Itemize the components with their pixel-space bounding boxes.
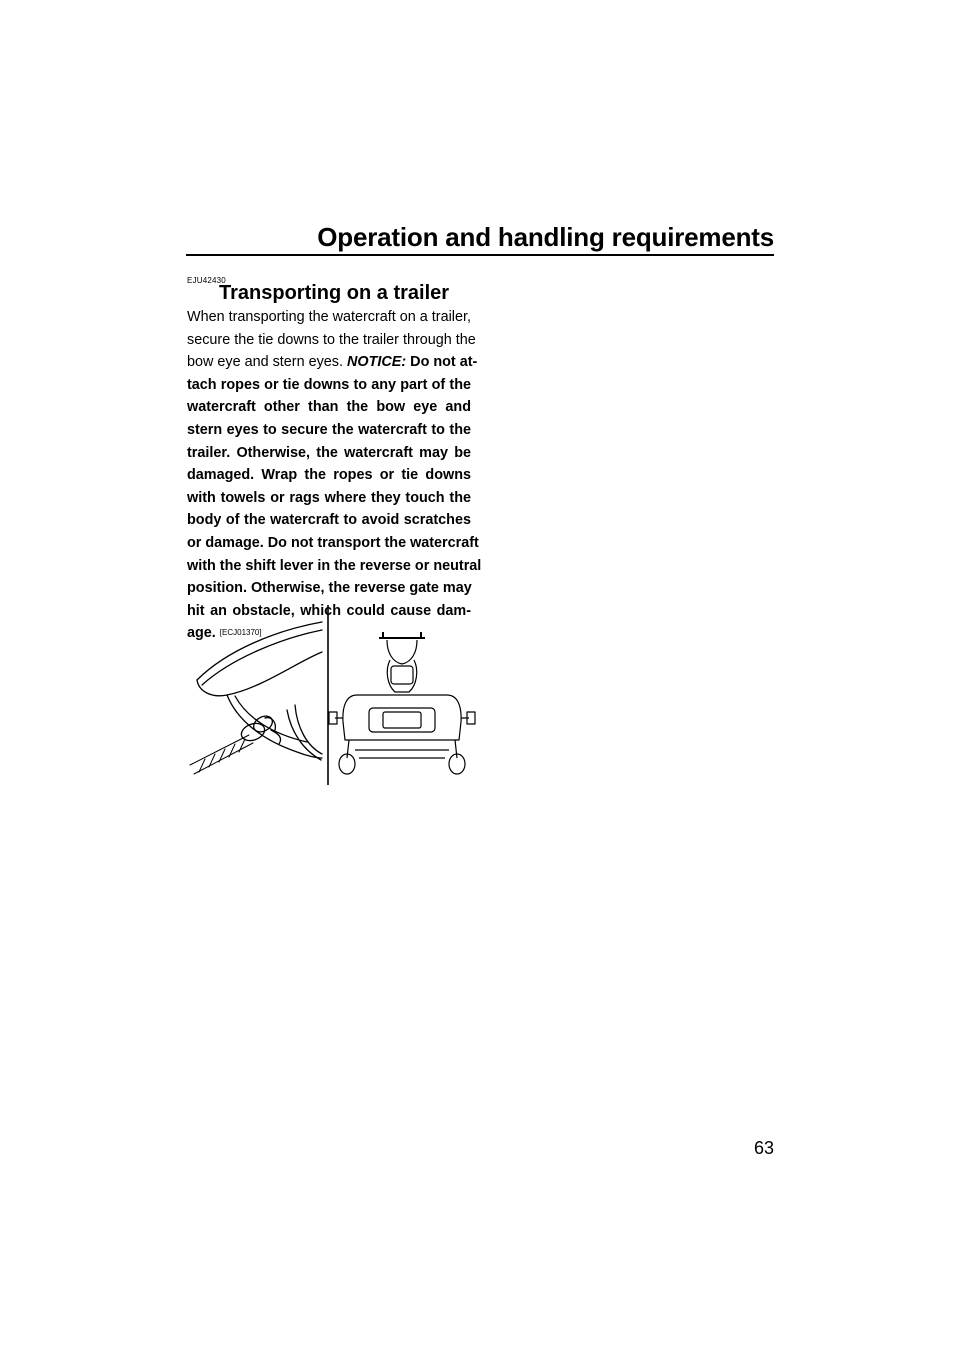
notice-label: NOTICE: (347, 354, 407, 371)
body-line-text: bow eye and stern eyes. (187, 354, 343, 371)
bow-eye-rope-drawing (190, 622, 322, 774)
notice-line: trailer. Otherwise, the watercraft may be (187, 444, 471, 461)
notice-ref-code: [ECJ01370] (219, 628, 262, 638)
notice-line: position. Otherwise, the reverse gate may (187, 580, 472, 597)
notice-line: with the shift lever in the reverse or neutral (187, 557, 482, 574)
chapter-title: Operation and handling requirements (317, 222, 774, 252)
notice-line: stern eyes to secure the watercraft to the (187, 421, 471, 438)
notice-line: with towels or rags where they touch the (187, 489, 471, 506)
section-heading: Transporting on a trailer (219, 282, 450, 304)
notice-line: tach ropes or tie downs to any part of the (187, 376, 471, 393)
notice-line: damaged. Wrap the ropes or tie downs (187, 467, 471, 484)
body-line: When transporting the watercraft on a trailer, (187, 309, 471, 325)
trailer-tie-down-illustration (187, 600, 477, 790)
notice-line: or damage. Do not transport the watercraft (187, 534, 479, 551)
body-line: secure the tie downs to the trailer through the (187, 331, 476, 348)
page-number: 63 (753, 1138, 774, 1158)
notice-line: body of the watercraft to avoid scratches (187, 512, 471, 529)
section-body (187, 306, 482, 645)
notice-text: Do not at- (410, 354, 478, 371)
section-ref-code: EJU42430 (187, 276, 226, 285)
notice-line: hit an obstacle, which could cause dam- (187, 602, 471, 619)
notice-text-end: age. (187, 625, 216, 642)
body-line (187, 351, 478, 374)
title-rule (186, 254, 774, 256)
notice-line: watercraft other than the bow eye and (187, 399, 471, 416)
stern-view-drawing (329, 632, 475, 774)
